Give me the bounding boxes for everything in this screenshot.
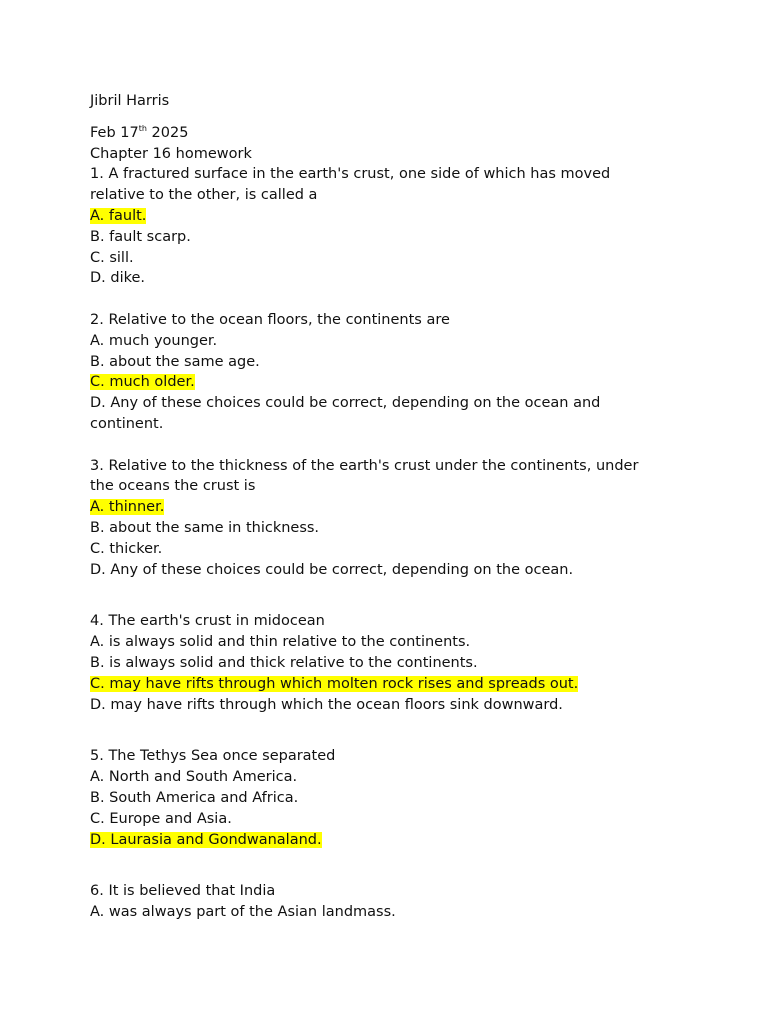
spacer (90, 715, 680, 746)
author-name: Jibril Harris (90, 93, 170, 109)
highlight: C. may have rifts through which molten rock rises and spreads out. (90, 675, 579, 692)
document-page (90, 91, 680, 923)
question-stem: 3. Relative to the thickness of the earth's crust under the continents, under (90, 457, 639, 474)
question-stem: the oceans the crust is (90, 478, 256, 495)
date-month-day: Feb 17 (90, 124, 139, 141)
spacer (90, 850, 680, 881)
answer-option-highlighted (90, 206, 680, 227)
question-3 (90, 456, 680, 581)
question-stem: 1. A fractured surface in the earth's crust, one side of which has moved (90, 166, 611, 183)
question-1 (90, 164, 680, 289)
answer-option: D. Any of these choices could be correct, depending on the ocean and (90, 395, 601, 412)
answer-option-highlighted (90, 372, 680, 393)
spacer (90, 289, 680, 310)
answer-option: A. much younger. (90, 332, 218, 349)
question-stem: 4. The earth's crust in midocean (90, 613, 325, 630)
answer-option: continent. (90, 415, 164, 432)
question-2 (90, 310, 680, 435)
highlight: D. Laurasia and Gondwanaland. (90, 831, 322, 848)
answer-option: C. Europe and Asia. (90, 810, 232, 827)
question-stem: 2. Relative to the ocean floors, the continents are (90, 311, 450, 328)
question-4 (90, 611, 680, 715)
question-stem: 5. The Tethys Sea once separated (90, 748, 336, 765)
date-year: 2025 (146, 124, 189, 141)
answer-option: C. sill. (90, 249, 134, 266)
answer-option: A. North and South America. (90, 769, 298, 786)
answer-option: B. fault scarp. (90, 228, 191, 245)
answer-option: D. dike. (90, 270, 146, 287)
question-6 (90, 881, 680, 923)
answer-option: D. Any of these choices could be correct, depending on the ocean. (90, 561, 574, 578)
answer-option: D. may have rifts through which the ocean floors sink downward. (90, 696, 563, 713)
answer-option-highlighted (90, 497, 680, 518)
answer-option: C. thicker. (90, 540, 163, 557)
date-line (90, 123, 680, 144)
answer-option: A. is always solid and thin relative to the continents. (90, 634, 471, 651)
question-stem: relative to the other, is called a (90, 187, 318, 204)
question-stem: 6. It is believed that India (90, 883, 276, 900)
answer-option: B. is always solid and thick relative to the continents. (90, 654, 478, 671)
highlight: A. fault. (90, 207, 147, 224)
answer-option: B. about the same in thickness. (90, 519, 320, 536)
question-5 (90, 746, 680, 850)
answer-option: A. was always part of the Asian landmass. (90, 904, 396, 921)
answer-option-highlighted (90, 830, 680, 851)
spacer (90, 580, 680, 611)
answer-option: B. about the same age. (90, 353, 260, 370)
date-suffix: th (138, 123, 147, 133)
document-title: Chapter 16 homework (90, 145, 252, 162)
highlight: A. thinner. (90, 499, 165, 516)
highlight: C. much older. (90, 374, 195, 391)
answer-option-highlighted (90, 674, 680, 695)
spacer (90, 435, 680, 456)
answer-option: B. South America and Africa. (90, 789, 299, 806)
